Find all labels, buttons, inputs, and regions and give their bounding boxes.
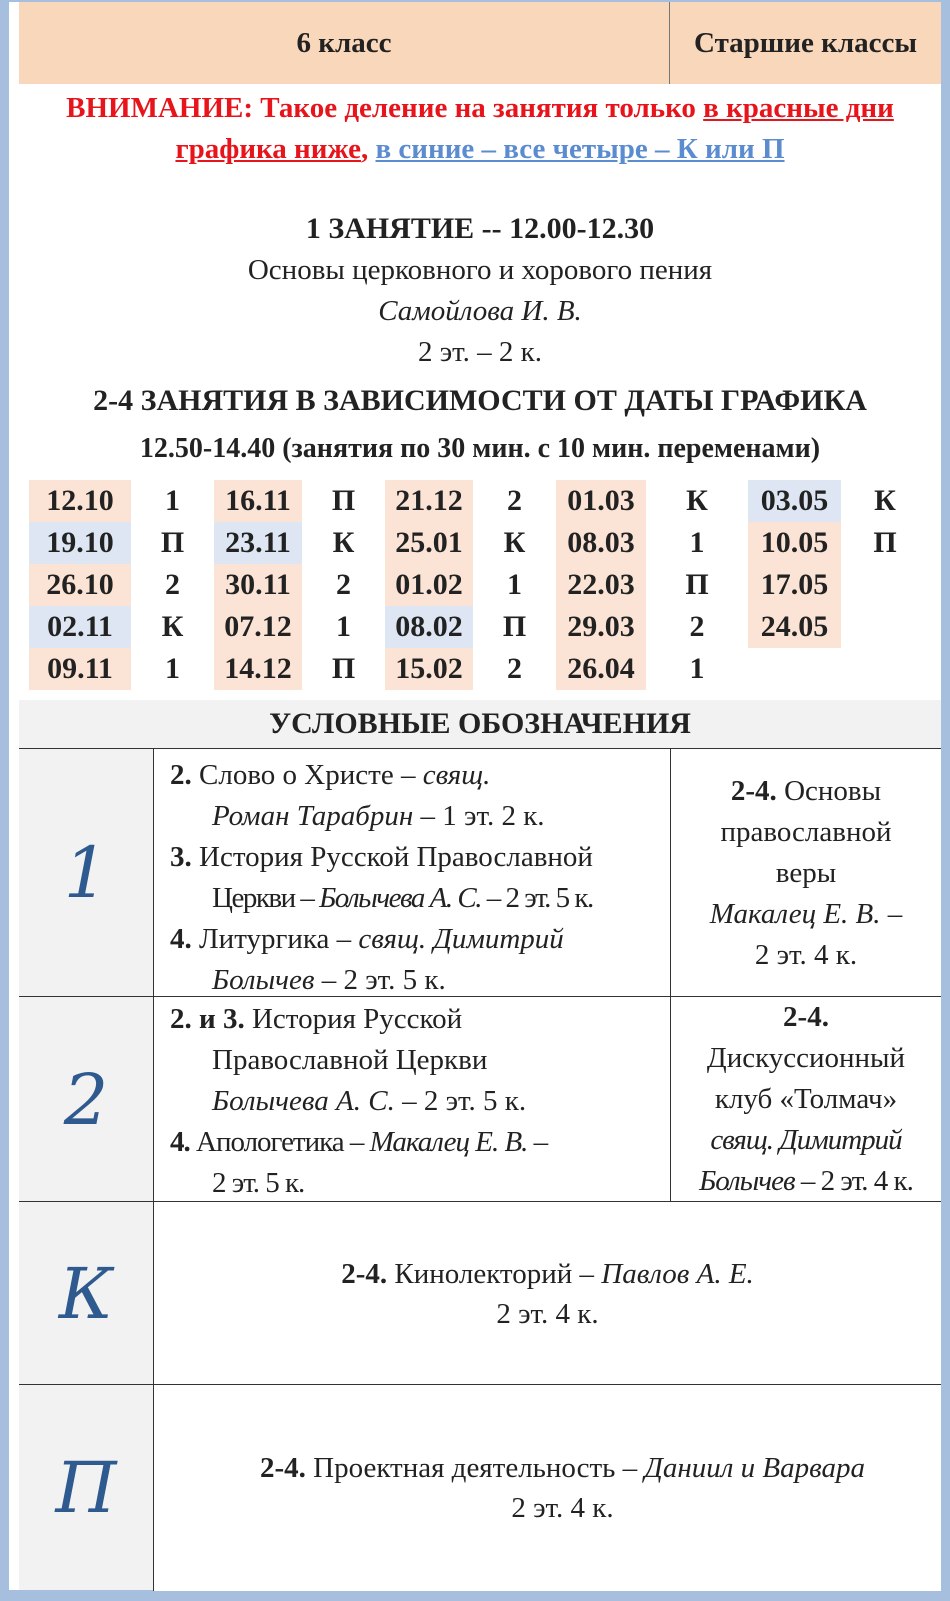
row-2-item-2-3-teacher: Болычева А. С. – 2 эт. 5 к. [212, 1085, 527, 1117]
schedule-lesson-code [841, 564, 929, 606]
legend-row-p [19, 1384, 941, 1591]
schedule-row [29, 480, 929, 522]
legend-row-k [19, 1201, 941, 1385]
warning-red-days: в красные дни графика ниже [175, 92, 894, 165]
warning-notice [19, 88, 941, 170]
schedule-date: 19.10 [29, 522, 131, 564]
row-1-senior: 2-4. Основы православной веры Макалец Е. В. – 2 эт. 4 к. [709, 774, 903, 971]
legend-title: УСЛОВНЫЕ ОБОЗНАЧЕНИЯ [269, 707, 691, 740]
row-1-lessons [170, 755, 670, 1001]
legend-symbol-1: 1 [63, 832, 109, 914]
schedule-date: 25.01 [385, 522, 473, 564]
row-1-item-4: 4. Литургика – свящ. Димитрий [170, 923, 564, 955]
schedule-table [29, 480, 929, 690]
row-2-senior: 2-4. Дискуссионный клуб «Толмач» свящ. Димитрий Болычев – 2 эт. 4 к. [699, 1001, 913, 1197]
schedule-lesson-code: 2 [507, 652, 522, 685]
schedule-date: 21.12 [385, 480, 473, 522]
schedule-row [29, 606, 929, 648]
row-1-item-2: 2. Слово о Христе – свящ. [170, 759, 491, 791]
schedule-lesson-code [841, 606, 929, 648]
schedule-date: 16.11 [214, 480, 302, 522]
row-1-item-3-cont: Церкви – Болычева А. С. – 2 эт. 5 к. [212, 882, 593, 914]
schedule-lesson-code: П [873, 526, 897, 559]
schedule-lesson-code: 2 [165, 568, 180, 601]
lessons-2-4-block [19, 380, 941, 476]
lessons-2-4-time: 12.50-14.40 (занятия по 30 мин. с 10 мин. переменами) [139, 433, 821, 464]
schedule-date: 08.03 [556, 522, 646, 564]
schedule-date: 29.03 [556, 606, 646, 648]
schedule-lesson-code: П [160, 526, 185, 559]
schedule-lesson-code: 1 [165, 652, 180, 685]
row-2-item-4-cont: 2 эт. 5 к. [212, 1167, 305, 1199]
schedule-lesson-code: К [161, 610, 184, 643]
schedule-lesson-code: К [874, 484, 896, 517]
row-1-item-4-cont: Болычев – 2 эт. 5 к. [212, 964, 446, 996]
schedule-lesson-code: К [686, 484, 708, 517]
senior-grades-header: Старшие классы [694, 27, 917, 59]
schedule-row [29, 564, 929, 606]
legend-row-p-content [153, 1385, 941, 1591]
schedule-lesson-code: 2 [507, 484, 522, 517]
schedule-date: 26.04 [556, 648, 646, 690]
schedule-date: 22.03 [556, 564, 646, 606]
schedule-lesson-code: П [331, 652, 356, 685]
legend-row-k-content [153, 1202, 941, 1385]
schedule-date: 10.05 [748, 522, 841, 564]
lesson-1-title: 1 ЗАНЯТИЕ -- 12.00-12.30 [305, 212, 655, 245]
schedule-date: 08.02 [385, 606, 473, 648]
schedule-row [29, 648, 929, 690]
schedule-date [748, 648, 841, 690]
schedule-date: 15.02 [385, 648, 473, 690]
row-1-item-3: 3. История Русской Православной [170, 841, 593, 873]
legend-row-2-content [153, 997, 941, 1202]
legend-symbol-p: П [55, 1447, 117, 1529]
row-p-text: 2-4. Проектная деятельность – Даниил и Варвара 2 эт. 4 к. [259, 1452, 865, 1524]
schedule-date: 01.02 [385, 564, 473, 606]
schedule-lesson-code: К [332, 526, 355, 559]
schedule-date: 01.03 [556, 480, 646, 522]
schedule-date: 12.10 [29, 480, 131, 522]
schedule-lesson-code: 2 [336, 568, 351, 601]
schedule-lesson-code: П [502, 610, 527, 643]
schedule-date: 23.11 [214, 522, 302, 564]
schedule-lesson-code: 1 [689, 526, 705, 559]
lessons-2-4-title: 2-4 ЗАНЯТИЯ В ЗАВИСИМОСТИ ОТ ДАТЫ ГРАФИКА [93, 384, 867, 417]
schedule-date: 07.12 [214, 606, 302, 648]
schedule-date: 17.05 [748, 564, 841, 606]
schedule-date: 09.11 [29, 648, 131, 690]
lesson-1-teacher: Самойлова И. В. [378, 295, 582, 327]
warning-blue-days: в синие – все четыре – К или П [375, 133, 785, 165]
schedule-lesson-code: 1 [689, 652, 705, 685]
legend-symbol-2: 2 [63, 1058, 109, 1141]
schedule-lesson-code: 1 [165, 484, 180, 517]
row-k-text: 2-4. Кинолекторий – Павлов А. Е. 2 эт. 4 к. [341, 1257, 754, 1330]
grade-6-header: 6 класс [19, 2, 670, 84]
schedule-lesson-code: 2 [689, 610, 705, 643]
row-2-item-2-3-cont: Православной Церкви [212, 1044, 488, 1076]
schedule-date: 02.11 [29, 606, 131, 648]
schedule-lesson-code: П [685, 568, 709, 601]
lesson-1-room: 2 эт. – 2 к. [417, 336, 543, 368]
schedule-date: 03.05 [748, 480, 841, 522]
schedule-lesson-code: К [503, 526, 526, 559]
row-2-lessons [170, 999, 670, 1204]
row-2-item-4: 4. Апологетика – Макалец Е. В. – [170, 1126, 548, 1158]
row-1-item-2-cont: Роман Тарабрин – 1 эт. 2 к. [212, 800, 545, 832]
schedule-lesson-code: П [331, 484, 356, 517]
schedule-date: 14.12 [214, 648, 302, 690]
schedule-lesson-code: 1 [507, 568, 522, 601]
header-row [19, 2, 941, 84]
legend-symbol-k: К [58, 1252, 114, 1335]
legend-row-1 [19, 748, 941, 997]
schedule-lesson-code: 1 [336, 610, 351, 643]
warning-text: ВНИМАНИЕ: Такое деление на занятия только [66, 92, 704, 124]
schedule-row [29, 522, 929, 564]
schedule-date: 30.11 [214, 564, 302, 606]
legend-row-1-content [153, 749, 941, 997]
schedule-date: 26.10 [29, 564, 131, 606]
legend-row-2 [19, 996, 941, 1202]
row-2-item-2-3: 2. и 3. История Русской [170, 1003, 463, 1035]
schedule-date: 24.05 [748, 606, 841, 648]
lesson-1-subject: Основы церковного и хорового пения [247, 254, 713, 286]
document [9, 2, 941, 1590]
legend-section [19, 700, 941, 1590]
schedule-lesson-code [841, 648, 929, 690]
warning-comma: , [361, 133, 369, 165]
lesson-1-block [19, 208, 941, 373]
